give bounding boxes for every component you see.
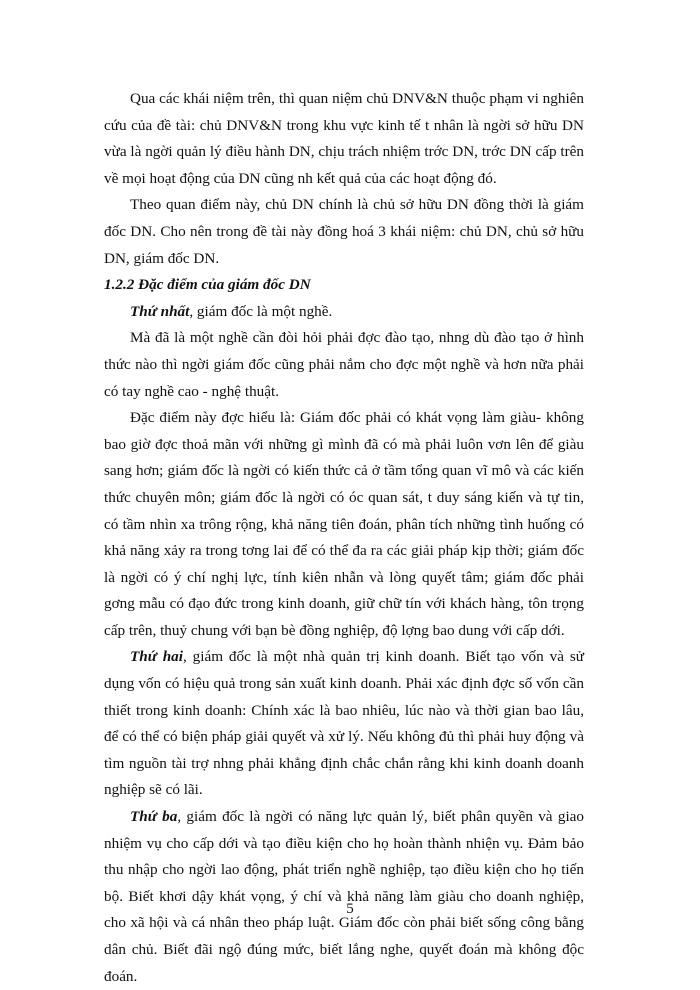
paragraph-3: Thứ nhất, giám đốc là một nghề. xyxy=(130,302,333,320)
section-heading: 1.2.2 Đặc điểm của giám đốc DN xyxy=(104,276,311,294)
paragraph-lead: Thứ nhất xyxy=(130,302,190,320)
paragraph-4: Mà đã là một nghề cần đòi hỏi phải đợc đào tạo, nhng dù đào tạo ở hình thức nào thì ngời giám đốc cũng phải nắm cho đợc một nghề và hơn nữa phải có tay nghề cao - nghệ thuật. xyxy=(104,329,584,400)
paragraph-6: Thứ hai, giám đốc là một nhà quản trị kinh doanh. Biết tạo vốn và sử dụng vốn có hiệu quả trong sản xuất kinh doanh. Phải xác định đợc số vốn cần thiết trong kinh doanh: Chính xác là bao nhiêu, lúc nào và thời gian bao lâu, để có thể có biện pháp giải quyết và xử lý. Nếu không đủ thì phải huy động và tìm nguồn tài trợ nhng phải khẳng định chắc chắn rằng khi kinh doanh doanh nghiệp sẽ có lãi. xyxy=(104,648,584,799)
paragraph-5: Đặc điểm này đợc hiểu là: Giám đốc phải có khát vọng làm giàu- không bao giờ đợc thoả mãn với những gì mình đã có mà phải luôn vơn lên để giàu sang hơn; giám đốc là ngời có kiến thức cả ở tầm tổng quan vĩ mô và các kiến thức chuyên môn; giám đốc là ngời có óc quan sát, t duy sáng kiến và tự tin, có tầm nhìn xa trông rộng, khả năng tiên đoán, phân tích những tình huống có khả năng xảy ra trong tơng lai để có thể đa ra các giải pháp kịp thời; giám đốc là ngời có ý chí nghị lực, tính kiên nhẫn và lòng quyết tâm; giám đốc phải gơng mẫu có đạo đức trong kinh doanh, giữ chữ tín với khách hàng, tôn trọng cấp trên, thuỷ chung với bạn bè đồng nghiệp, độ lợng bao dung với cấp dới. xyxy=(104,409,584,639)
paragraph-2: Theo quan điểm này, chủ DN chính là chủ sở hữu DN đồng thời là giám đốc DN. Cho nên trong đề tài này đồng hoá 3 khái niệm: chủ DN, chủ sở hữu DN, giám đốc DN. xyxy=(104,196,584,267)
page-body xyxy=(104,86,584,990)
paragraph-lead: Thứ hai xyxy=(130,648,183,666)
paragraph-7: Thứ ba, giám đốc là ngời có năng lực quản lý, biết phân quyền và giao nhiệm vụ cho cấp dới và tạo điều kiện cho họ hoàn thành nhiện vụ. Đảm bảo thu nhập cho ngời lao động, phát triển nghề nghiệp, tạo điều kiện cho họ tiến bộ. Biết khơi dậy khát vọng, ý chí và khả năng làm giàu cho doanh nghiệp, cho xã hội và cá nhân theo pháp luật. Giám đốc còn phải biết sống công bằng dân chủ. Biết đãi ngộ đúng mức, biết lắng nghe, quyết đoán mà không độc đoán. xyxy=(104,808,584,985)
paragraph-lead: Thứ ba xyxy=(130,808,178,826)
paragraph-1: Qua các khái niệm trên, thì quan niệm chủ DNV&N thuộc phạm vi nghiên cứu của đề tài: chủ DNV&N trong khu vực kinh tế t nhân là ngời sở hữu DN vừa là ngời quản lý điều hành DN, chịu trách nhiệm trớc DN, trớc DN cấp trên về mọi hoạt động của DN cũng nh kết quả của các hoạt động đó. xyxy=(104,90,584,187)
page-number: 5 xyxy=(346,901,354,917)
